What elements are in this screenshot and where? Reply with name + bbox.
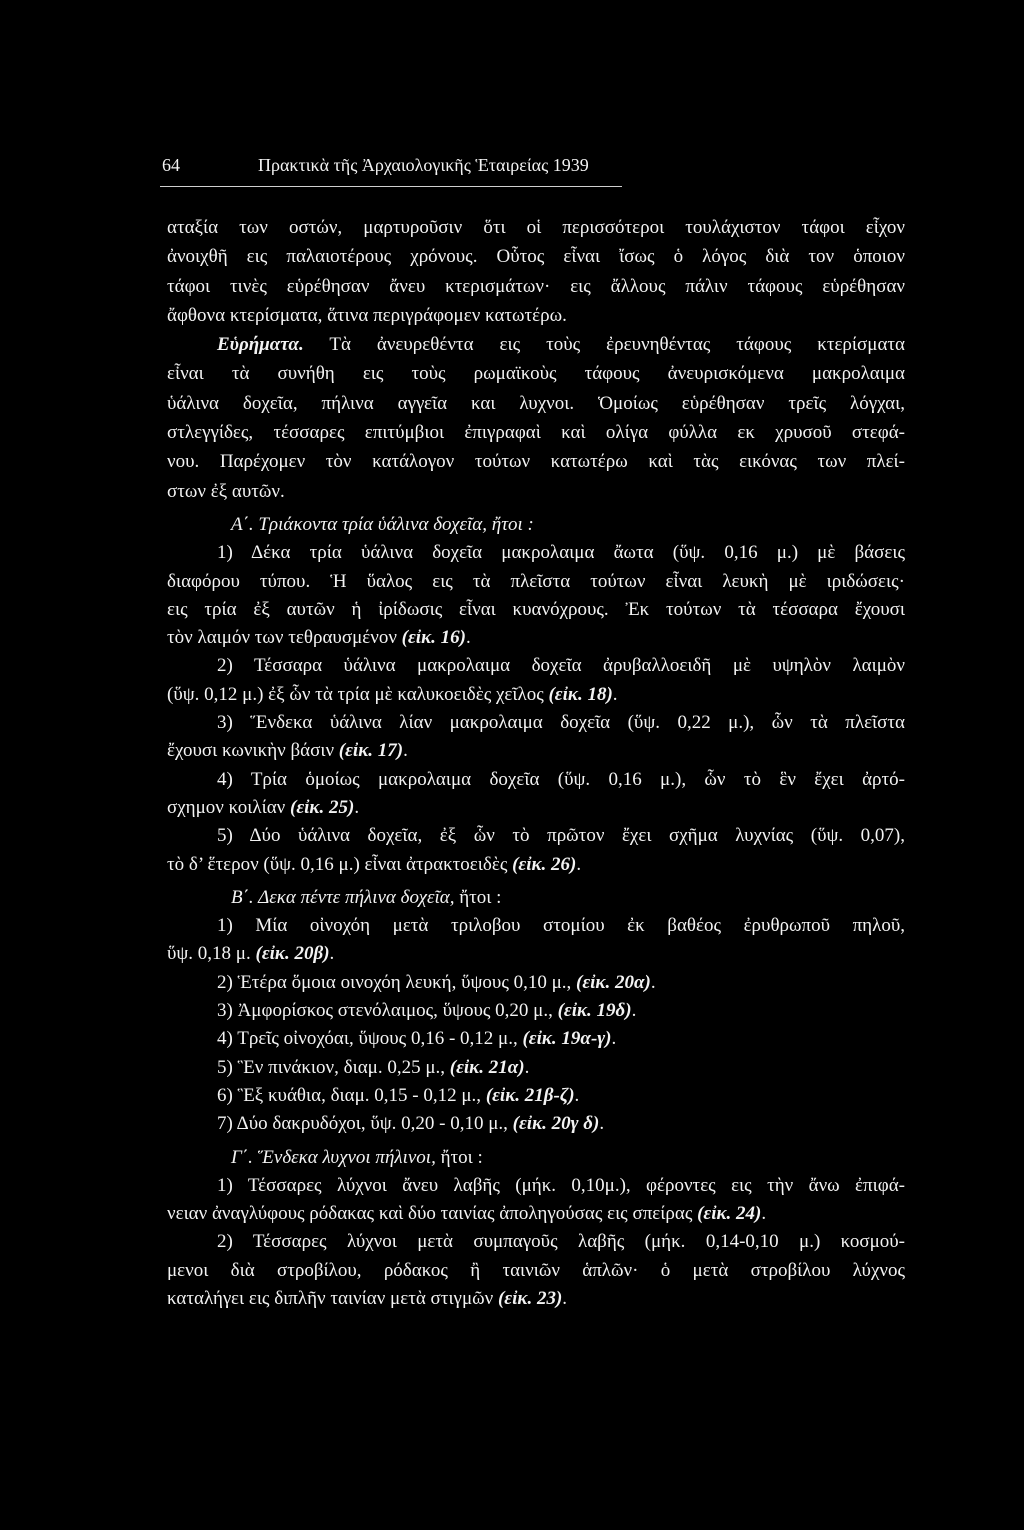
page-number: 64 [162, 155, 180, 175]
text-line [167, 940, 905, 968]
text-run: Τὰ ἀνευρεθέντα εις τοὺς ἐρευνηθέντας τάφους κτερίσματα [303, 334, 905, 356]
text-run: (ὕψ. 0,12 μ.) ἐξ ὧν τὰ τρία μὲ καλυκοειδὲς χεῖλος [167, 683, 549, 705]
text-run: 3) Ἕνδεκα ὑάλινα λίαν μακρολαιμα δοχεῖα (ὕψ. 0,22 μ.), ὧν τὰ πλεῖστα [217, 712, 905, 734]
text-line [167, 1172, 905, 1200]
figure-reference: (εἰκ. 20γ δ) [512, 1113, 600, 1135]
text-line [167, 737, 905, 765]
running-head [0, 152, 1024, 178]
list-item [167, 766, 905, 823]
text-run: 2) Ἑτέρα ὅμοια οινοχόη λευκή, ὕψους 0,10 μ., [217, 971, 577, 993]
text-line [167, 624, 905, 652]
text-run: . [631, 1000, 637, 1022]
figure-reference: (εἰκ. 24) [697, 1203, 762, 1225]
text-run: στλεγγίδες, τέσσαρες επιτύμβιοι ἐπιγραφαὶ καὶ ολίγα φύλλα εκ χρυσοῦ στεφά- [167, 422, 905, 444]
text-run: ὑάλινα δοχεῖα, πήλινα αγγεῖα και λυχνοι. Ὁμοίως εὑρέθησαν τρεῖς λόγχαι, [167, 392, 905, 414]
text-run: ἤτοι : [454, 886, 502, 908]
text-run: στων ἐξ αυτῶν. [167, 480, 285, 502]
text-line [167, 997, 905, 1025]
text-run: ἄφθονα κτερίσματα, ἅτινα περιγράφομεν κατωτέρω. [167, 304, 567, 326]
list-item [167, 822, 905, 879]
text-run: . [761, 1203, 767, 1225]
text-run: νου. Παρέχομεν τὸν κατάλογον τούτων κατωτέρω καὶ τὰς εικόνας των πλεί- [167, 451, 905, 473]
text-line [167, 272, 905, 301]
text-line [167, 511, 905, 539]
run-in-heading: Εὑρήματα. [217, 334, 304, 356]
text-run: 1) Μία οἰνοχόη μετὰ τριλοβου στομίου ἐκ βαθέος ἐρυθρωποῦ πηλοῦ, [217, 915, 905, 937]
text-line [167, 652, 905, 680]
section-title-text: Α΄. Τριάκοντα τρία ὑάλινα δοχεῖα, ἤτοι : [231, 513, 534, 535]
text-run: 3) Ἀμφορίσκος στενόλαιμος, ὕψους 0,20 μ., [217, 1000, 558, 1022]
text-run: . [403, 740, 408, 762]
text-run: 2) Τέσσαρα ὑάλινα μακρολαιμα δοχεῖα ἀρυβαλλοειδῆ μὲ υψηλὸν λαιμὸν [217, 655, 905, 677]
text-line [167, 213, 905, 242]
text-line [167, 242, 905, 271]
figure-reference: (εἰκ. 20β) [255, 943, 330, 965]
text-run: τὸ δ’ ἕτερον (ὕψ. 0,16 μ.) εἶναι ἀτρακτοειδὲς [167, 853, 513, 875]
text-line [167, 330, 905, 359]
text-line [167, 969, 905, 997]
text-line [167, 477, 905, 506]
text-run: ὕψ. 0,18 μ. [167, 943, 256, 965]
text-line [167, 568, 905, 596]
text-run: 6) Ἓξ κυάθια, διαμ. 0,15 - 0,12 μ., [217, 1084, 486, 1106]
text-line [167, 359, 905, 388]
text-line [167, 447, 905, 476]
paragraph [167, 213, 905, 330]
paragraph [167, 330, 905, 506]
list-item [167, 969, 905, 997]
text-run: τὸν λαιμόν των τεθραυσμένον [167, 627, 402, 649]
text-line [167, 681, 905, 709]
text-run: 7) Δύο δακρυδόχοι, ὕψ. 0,20 - 0,10 μ., [217, 1113, 513, 1135]
text-line [167, 884, 905, 912]
text-run: . [524, 1056, 530, 1078]
list-item [167, 539, 905, 652]
text-line [167, 1110, 905, 1138]
text-run: ἀνοιχθῆ εις παλαιοτέρους χρόνους. Οὗτος εἶναι ἴσως ὁ λόγος διὰ τον ὁποιον [167, 246, 905, 268]
text-line [167, 418, 905, 447]
text-run: 5) Ἓν πινάκιον, διαμ. 0,25 μ., [217, 1056, 450, 1078]
figure-reference: (εἰκ. 25) [290, 796, 355, 818]
text-line [167, 1228, 905, 1256]
text-run: . [650, 971, 656, 993]
text-run: ἔχουσι κωνικὴν βάσιν [167, 740, 339, 762]
text-run: σχημον κοιλίαν [167, 796, 291, 818]
text-run: 2) Τέσσαρες λύχνοι μετὰ συμπαγοῦς λαβῆς (μήκ. 0,14-0,10 μ.) κοσμού- [217, 1231, 905, 1253]
text-run: . [354, 796, 360, 818]
figure-reference: (εἰκ. 26) [512, 853, 577, 875]
text-line [167, 794, 905, 822]
page-body [167, 213, 905, 1313]
text-run: διαφόρου τύπου. Ἡ ὕαλος εις τὰ πλεῖστα τούτων εἶναι λευκὴ μὲ ιριδώσεις· [167, 570, 905, 592]
section-heading [167, 884, 905, 912]
text-run: . [612, 683, 618, 705]
running-head-title: Πρακτικὰ τῆς Ἀρχαιολογικῆς Ἑταιρείας 1939 [258, 155, 589, 175]
section-heading [167, 1144, 905, 1172]
catalogue-section [167, 1144, 905, 1314]
figure-reference: (εἰκ. 21α) [449, 1056, 525, 1078]
text-line [167, 1200, 905, 1228]
text-line [167, 912, 905, 940]
list-item [167, 1228, 905, 1313]
catalogue-section [167, 511, 905, 879]
text-run: μενοι διὰ στροβίλου, ρόδακος ἢ ταινιῶν ἁπλῶν· ὁ μετὰ στροβίλου λύχνος [167, 1259, 905, 1281]
text-run: . [562, 1287, 568, 1309]
text-line [167, 822, 905, 850]
text-run: νειαν ἀναγλύφους ρόδακας καὶ δύο ταινίας ἀποληγούσας εις σπείρας [167, 1203, 698, 1225]
text-run: εις τρία ἐξ αυτῶν ἡ ἰρίδωσις εἶναι κυανόχρους. Ἐκ τούτων τὰ τέσσαρα ἔχουσι [167, 598, 905, 620]
text-run: 1) Τέσσαρες λύχνοι ἄνευ λαβῆς (μήκ. 0,10μ.), φέροντες εις τὴν ἄνω ἐπιφά- [217, 1174, 905, 1196]
text-run: 1) Δέκα τρία ὑάλινα δοχεῖα μακρολαιμα ἄωτα (ὕψ. 0,16 μ.) μὲ βάσεις [217, 542, 905, 564]
list-item [167, 709, 905, 766]
text-run: τάφοι τινὲς εὑρέθησαν ἄνευ κτερισμάτων· εις ἄλλους πάλιν τάφους εὑρέθησαν [167, 275, 905, 297]
text-run: . [599, 1113, 605, 1135]
header-rule [160, 186, 622, 187]
text-run: 4) Τρία ὁμοίως μακρολαιμα δοχεῖα (ὕψ. 0,16 μ.), ὧν τὸ ἓν ἔχει ἀρτό- [217, 768, 905, 790]
text-line [167, 596, 905, 624]
list-item [167, 1082, 905, 1110]
list-item [167, 1025, 905, 1053]
intro-text [167, 213, 905, 506]
catalogue [167, 511, 905, 1313]
text-run: . [329, 943, 335, 965]
text-line [167, 1257, 905, 1285]
list-item [167, 1110, 905, 1138]
text-run: . [611, 1028, 617, 1050]
text-line [167, 851, 905, 879]
list-item [167, 997, 905, 1025]
text-line [167, 709, 905, 737]
figure-reference: (εἰκ. 23) [497, 1287, 563, 1309]
catalogue-section [167, 884, 905, 1139]
list-item [167, 1054, 905, 1082]
text-run: . [576, 853, 582, 875]
text-line [167, 539, 905, 567]
section-title-text: Γ΄. Ἕνδεκα λυχνοι πήλινοι, [231, 1146, 436, 1168]
list-item [167, 912, 905, 969]
text-run: 4) Τρεῖς οἰνοχόαι, ὕψους 0,16 - 0,12 μ., [217, 1028, 523, 1050]
text-run: . [465, 627, 471, 649]
section-title-text: Β΄. Δεκα πέντε πήλινα δοχεῖα, [231, 886, 455, 908]
text-run: αταξία των οστών, μαρτυροῦσιν ὅτι οἱ περισσότεροι τουλάχιστον τάφοι εἶχον [167, 217, 905, 238]
figure-reference: (εἰκ. 21β-ζ) [485, 1084, 575, 1106]
text-line [167, 1025, 905, 1053]
text-run: εἶναι τὰ συνήθη εις τοὺς ρωμαϊκοὺς τάφους ἀνευρισκόμενα μακρολαιμα [167, 363, 905, 385]
text-line [167, 766, 905, 794]
text-line [167, 301, 905, 330]
text-line [167, 1082, 905, 1110]
text-line [167, 1054, 905, 1082]
figure-reference: (εἰκ. 20α) [576, 971, 651, 993]
text-run: καταλήγει εις διπλῆν ταινίαν μετὰ στιγμῶν [167, 1287, 498, 1309]
text-run: 5) Δύο ὑάλινα δοχεῖα, ἐξ ὧν τὸ πρῶτον ἔχει σχῆμα λυχνίας (ὕψ. 0,07), [217, 825, 905, 847]
section-heading [167, 511, 905, 539]
list-item [167, 652, 905, 709]
text-line [167, 1285, 905, 1313]
text-line [167, 389, 905, 418]
figure-reference: (εἰκ. 16) [401, 627, 466, 649]
text-run: ἤτοι : [435, 1146, 483, 1168]
figure-reference: (εἰκ. 17) [338, 740, 404, 762]
text-line [167, 1144, 905, 1172]
list-item [167, 1172, 905, 1229]
figure-reference: (εἰκ. 18) [548, 683, 613, 705]
figure-reference: (εἰκ. 19α-γ) [522, 1028, 612, 1050]
text-run: . [574, 1084, 580, 1106]
figure-reference: (εἰκ. 19δ) [557, 1000, 632, 1022]
